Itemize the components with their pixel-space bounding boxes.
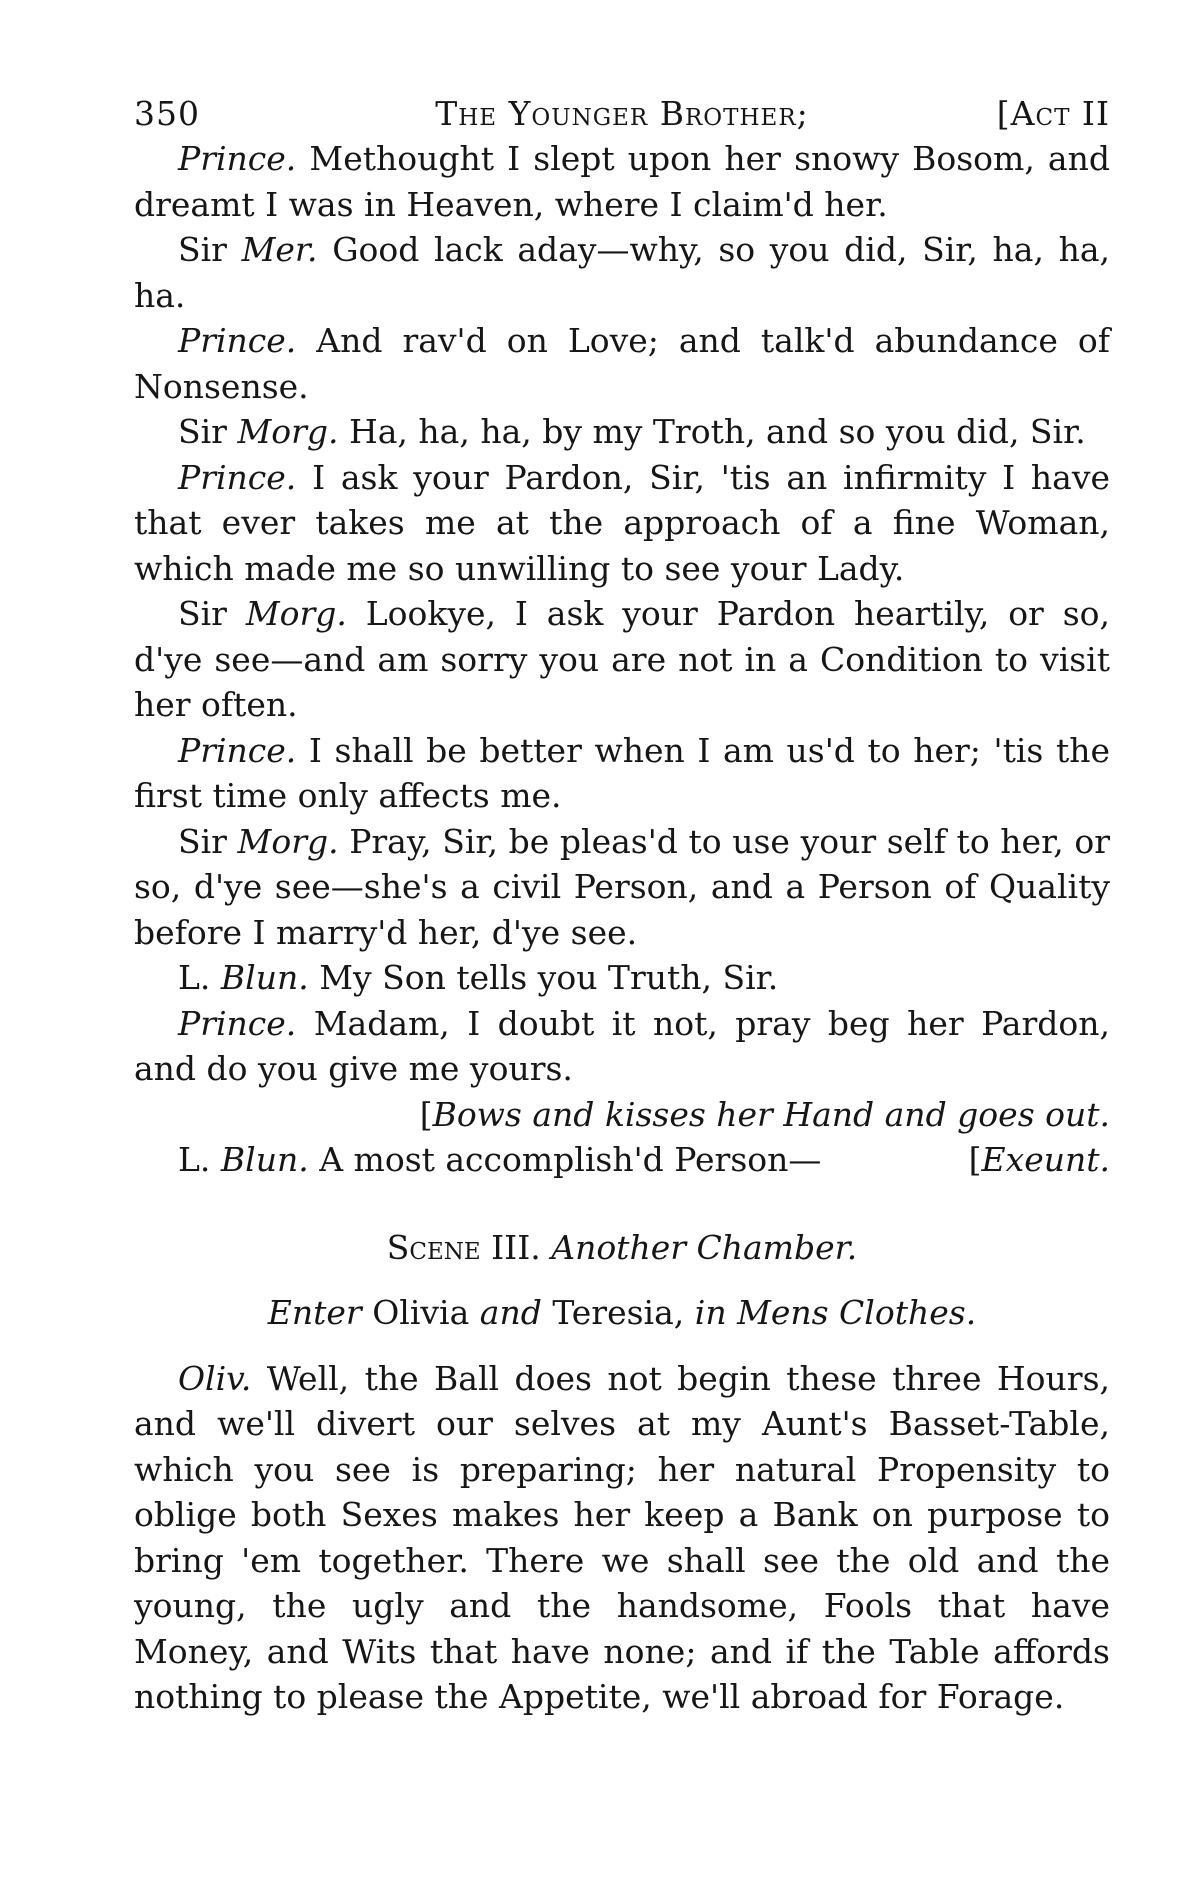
speech-line — [134, 591, 1110, 728]
stage-direction — [134, 1092, 1110, 1138]
speaker-prefix: L. — [178, 1140, 211, 1179]
speaker-prefix: Sir — [178, 821, 227, 861]
speaker-name: Morg. — [245, 594, 347, 633]
entrance-direction — [134, 1290, 1110, 1336]
speaker-prefix: Sir — [178, 412, 227, 451]
stage-bracket: [ — [419, 1094, 433, 1134]
speaker-name: Prince. — [178, 1003, 297, 1043]
speech-line — [134, 409, 1110, 455]
act-label: [Act II — [996, 94, 1110, 133]
speech-text: Madam, I doubt it not, pray beg her Pardon, and do you give me yours. — [134, 1003, 1110, 1088]
exeunt-text: Exeunt. — [981, 1140, 1110, 1179]
speaker-name: Morg. — [237, 412, 339, 451]
running-title: The Younger Brother; — [435, 94, 809, 133]
speaker-name: Blun. — [220, 1140, 309, 1179]
speech-line — [134, 227, 1110, 318]
speaker-prefix: Sir — [178, 594, 227, 633]
speaker-name: Prince. — [178, 139, 297, 178]
speech-text: Methought I slept upon her snowy Bosom, and dreamt I was in Heaven, where I claim'd her. — [134, 139, 1110, 224]
and-word: and — [479, 1293, 542, 1332]
speaker-name: Prince. — [178, 730, 297, 770]
speech-line — [134, 136, 1110, 227]
exit-speech — [178, 1137, 821, 1183]
speech-text: Well, the Ball does not begin these three Hours, and we'll divert our selves at my Aunt's Basset-Table, which you see is preparing; her natural Propensity to oblige both Sexes makes her keep a Bank on purpose to bring 'em together. There we shall see the old and the young, the ugly and the handsome, Fools that have Money, and Wits that have none; and if the Table affords nothing to please the Appetite, we'll abroad for Forage. — [134, 1358, 1110, 1716]
stage-direction-text: Bows and kisses her Hand and goes out. — [432, 1094, 1110, 1134]
page-header — [134, 92, 1110, 136]
speech-text: A most accomplish'd Person— — [319, 1140, 822, 1179]
exit-direction — [969, 1137, 1110, 1183]
entrance-rest: in Mens Clothes. — [694, 1293, 977, 1332]
speaker-prefix: L. — [178, 958, 211, 997]
speech-line — [134, 318, 1110, 409]
speaker-name: Oliv. — [178, 1358, 252, 1398]
book-page — [134, 92, 1110, 1720]
speaker-name: Prince. — [178, 457, 297, 497]
speech-line — [134, 1356, 1110, 1720]
scene-heading — [134, 1225, 1110, 1271]
character-name: Olivia — [372, 1293, 470, 1332]
speech-text: Lookye, I ask your Pardon heartily, or so, d'ye see—and am sorry you are not in a Condition to visit her often. — [134, 594, 1110, 724]
speaker-name: Blun. — [220, 958, 309, 997]
speaker-name: Mer. — [241, 230, 318, 269]
speech-text: I ask your Pardon, Sir, 'tis an infirmity I have that ever takes me at the approach of a fine Woman, which made me so unwilling to see your Lady. — [134, 457, 1110, 588]
speech-text: My Son tells you Truth, Sir. — [319, 958, 779, 997]
character-name: Teresia, — [552, 1293, 685, 1332]
speech-text: Ha, ha, ha, by my Troth, and so you did, Sir. — [348, 412, 1086, 451]
speech-text: Pray, Sir, be pleas'd to use your self to her, or so, d'ye see—she's a civil Person, and a Person of Quality before I marry'd her, d'ye see. — [134, 821, 1110, 952]
scene-label: Scene III. — [386, 1227, 541, 1267]
speaker-name: Prince. — [178, 321, 297, 360]
speech-text: Good lack aday—why, so you did, Sir, ha, ha, ha. — [134, 230, 1110, 315]
speech-line — [134, 455, 1110, 592]
speech-text: I shall be better when I am us'd to her; 'tis the first time only affects me. — [134, 730, 1110, 815]
speech-line — [134, 819, 1110, 956]
speech-line — [134, 955, 1110, 1001]
speaker-name: Morg. — [237, 821, 339, 861]
stage-bracket: [ — [968, 1140, 982, 1179]
speaker-prefix: Sir — [178, 230, 227, 269]
page-number: 350 — [134, 94, 200, 133]
exit-line — [134, 1137, 1110, 1183]
scene-place: Another Chamber. — [551, 1227, 858, 1267]
enter-word: Enter — [267, 1293, 362, 1332]
speech-line — [134, 1001, 1110, 1092]
speech-text: And rav'd on Love; and talk'd abundance of Nonsense. — [134, 321, 1110, 406]
speech-line — [134, 728, 1110, 819]
